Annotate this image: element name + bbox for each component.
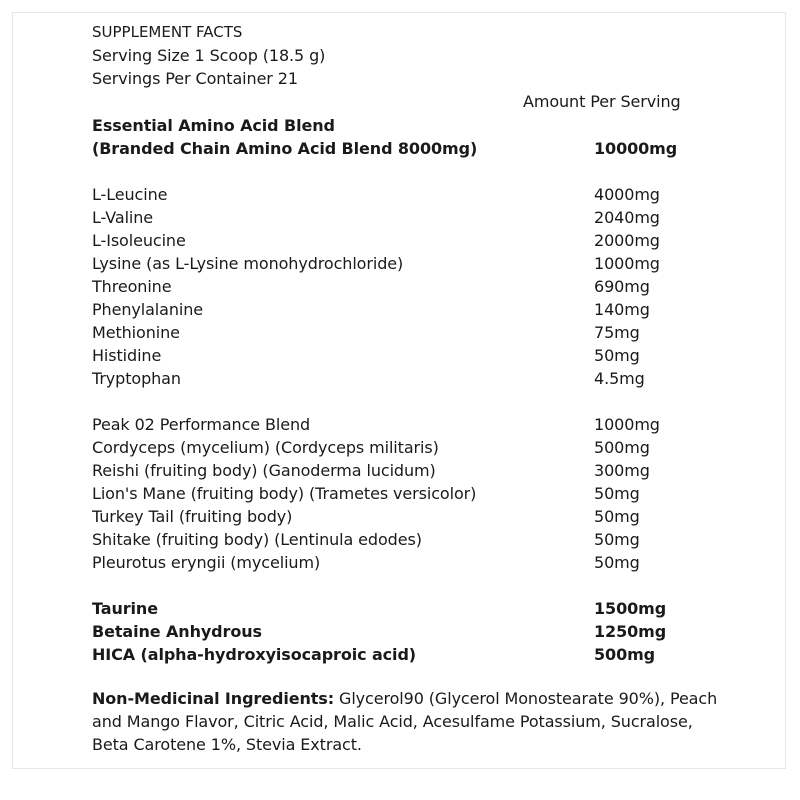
- ingredient-amount: 50mg: [594, 530, 640, 549]
- ingredient-name: Histidine: [92, 346, 162, 365]
- ingredient-name: L-Valine: [92, 208, 154, 227]
- ingredient-name: Lion's Mane (fruiting body) (Trametes versicolor): [92, 484, 477, 503]
- ingredient-name: Lysine (as L-Lysine monohydrochloride): [92, 254, 404, 273]
- servings-per-container: Servings Per Container 21: [92, 69, 298, 88]
- ingredient-name: HICA (alpha-hydroxyisocaproic acid): [92, 645, 417, 664]
- ingredient-name: L-Leucine: [92, 185, 168, 204]
- ingredient-amount: 50mg: [594, 484, 640, 503]
- ingredient-amount: 1000mg: [594, 254, 660, 273]
- ingredient-name: Reishi (fruiting body) (Ganoderma lucidum): [92, 461, 436, 480]
- ingredient-name: Threonine: [92, 277, 172, 296]
- ingredient-name: Betaine Anhydrous: [92, 622, 262, 641]
- ingredient-amount: 500mg: [594, 438, 650, 457]
- ingredient-amount: 140mg: [594, 300, 650, 319]
- ingredient-amount: 4000mg: [594, 185, 660, 204]
- ingredient-amount: 50mg: [594, 346, 640, 365]
- ingredient-amount: 1250mg: [594, 622, 667, 641]
- ingredient-amount: 50mg: [594, 553, 640, 572]
- amount-per-serving-header: Amount Per Serving: [523, 92, 681, 111]
- ingredient-amount: 500mg: [594, 645, 656, 664]
- serving-size: Serving Size 1 Scoop (18.5 g): [92, 46, 326, 65]
- ingredient-name: Peak 02 Performance Blend: [92, 415, 311, 434]
- ingredient-name: Pleurotus eryngii (mycelium): [92, 553, 321, 572]
- non-medicinal-label: Non-Medicinal Ingredients:: [92, 689, 335, 708]
- eaa-blend-subname: (Branded Chain Amino Acid Blend 8000mg): [92, 139, 478, 158]
- ingredient-amount: 690mg: [594, 277, 650, 296]
- ingredient-name: Methionine: [92, 323, 180, 342]
- non-medicinal-ingredients: [92, 687, 732, 756]
- ingredient-name: Cordyceps (mycelium) (Cordyceps militaris): [92, 438, 439, 457]
- ingredient-amount: 50mg: [594, 507, 640, 526]
- eaa-blend-amount: 10000mg: [594, 139, 678, 158]
- ingredient-amount: 2000mg: [594, 231, 660, 250]
- ingredient-name: Tryptophan: [92, 369, 181, 388]
- ingredient-amount: 1000mg: [594, 415, 660, 434]
- non-medicinal-text: Glycerol90 (Glycerol Monostearate 90%), Peach and Mango Flavor, Citric Acid, Malic Acid, Acesulfame Potassium, Sucralose, Beta Carotene 1%, Stevia Extract.: [92, 689, 718, 754]
- eaa-blend-name: Essential Amino Acid Blend: [92, 116, 335, 135]
- ingredient-name: Shitake (fruiting body) (Lentinula edodes): [92, 530, 422, 549]
- ingredient-amount: 2040mg: [594, 208, 660, 227]
- ingredient-amount: 1500mg: [594, 599, 667, 618]
- ingredient-name: Phenylalanine: [92, 300, 204, 319]
- ingredient-name: Taurine: [92, 599, 158, 618]
- ingredient-name: L-Isoleucine: [92, 231, 186, 250]
- ingredient-amount: 75mg: [594, 323, 640, 342]
- facts-title: SUPPLEMENT FACTS: [92, 23, 243, 41]
- ingredient-amount: 300mg: [594, 461, 650, 480]
- ingredient-amount: 4.5mg: [594, 369, 645, 388]
- ingredient-name: Turkey Tail (fruiting body): [92, 507, 293, 526]
